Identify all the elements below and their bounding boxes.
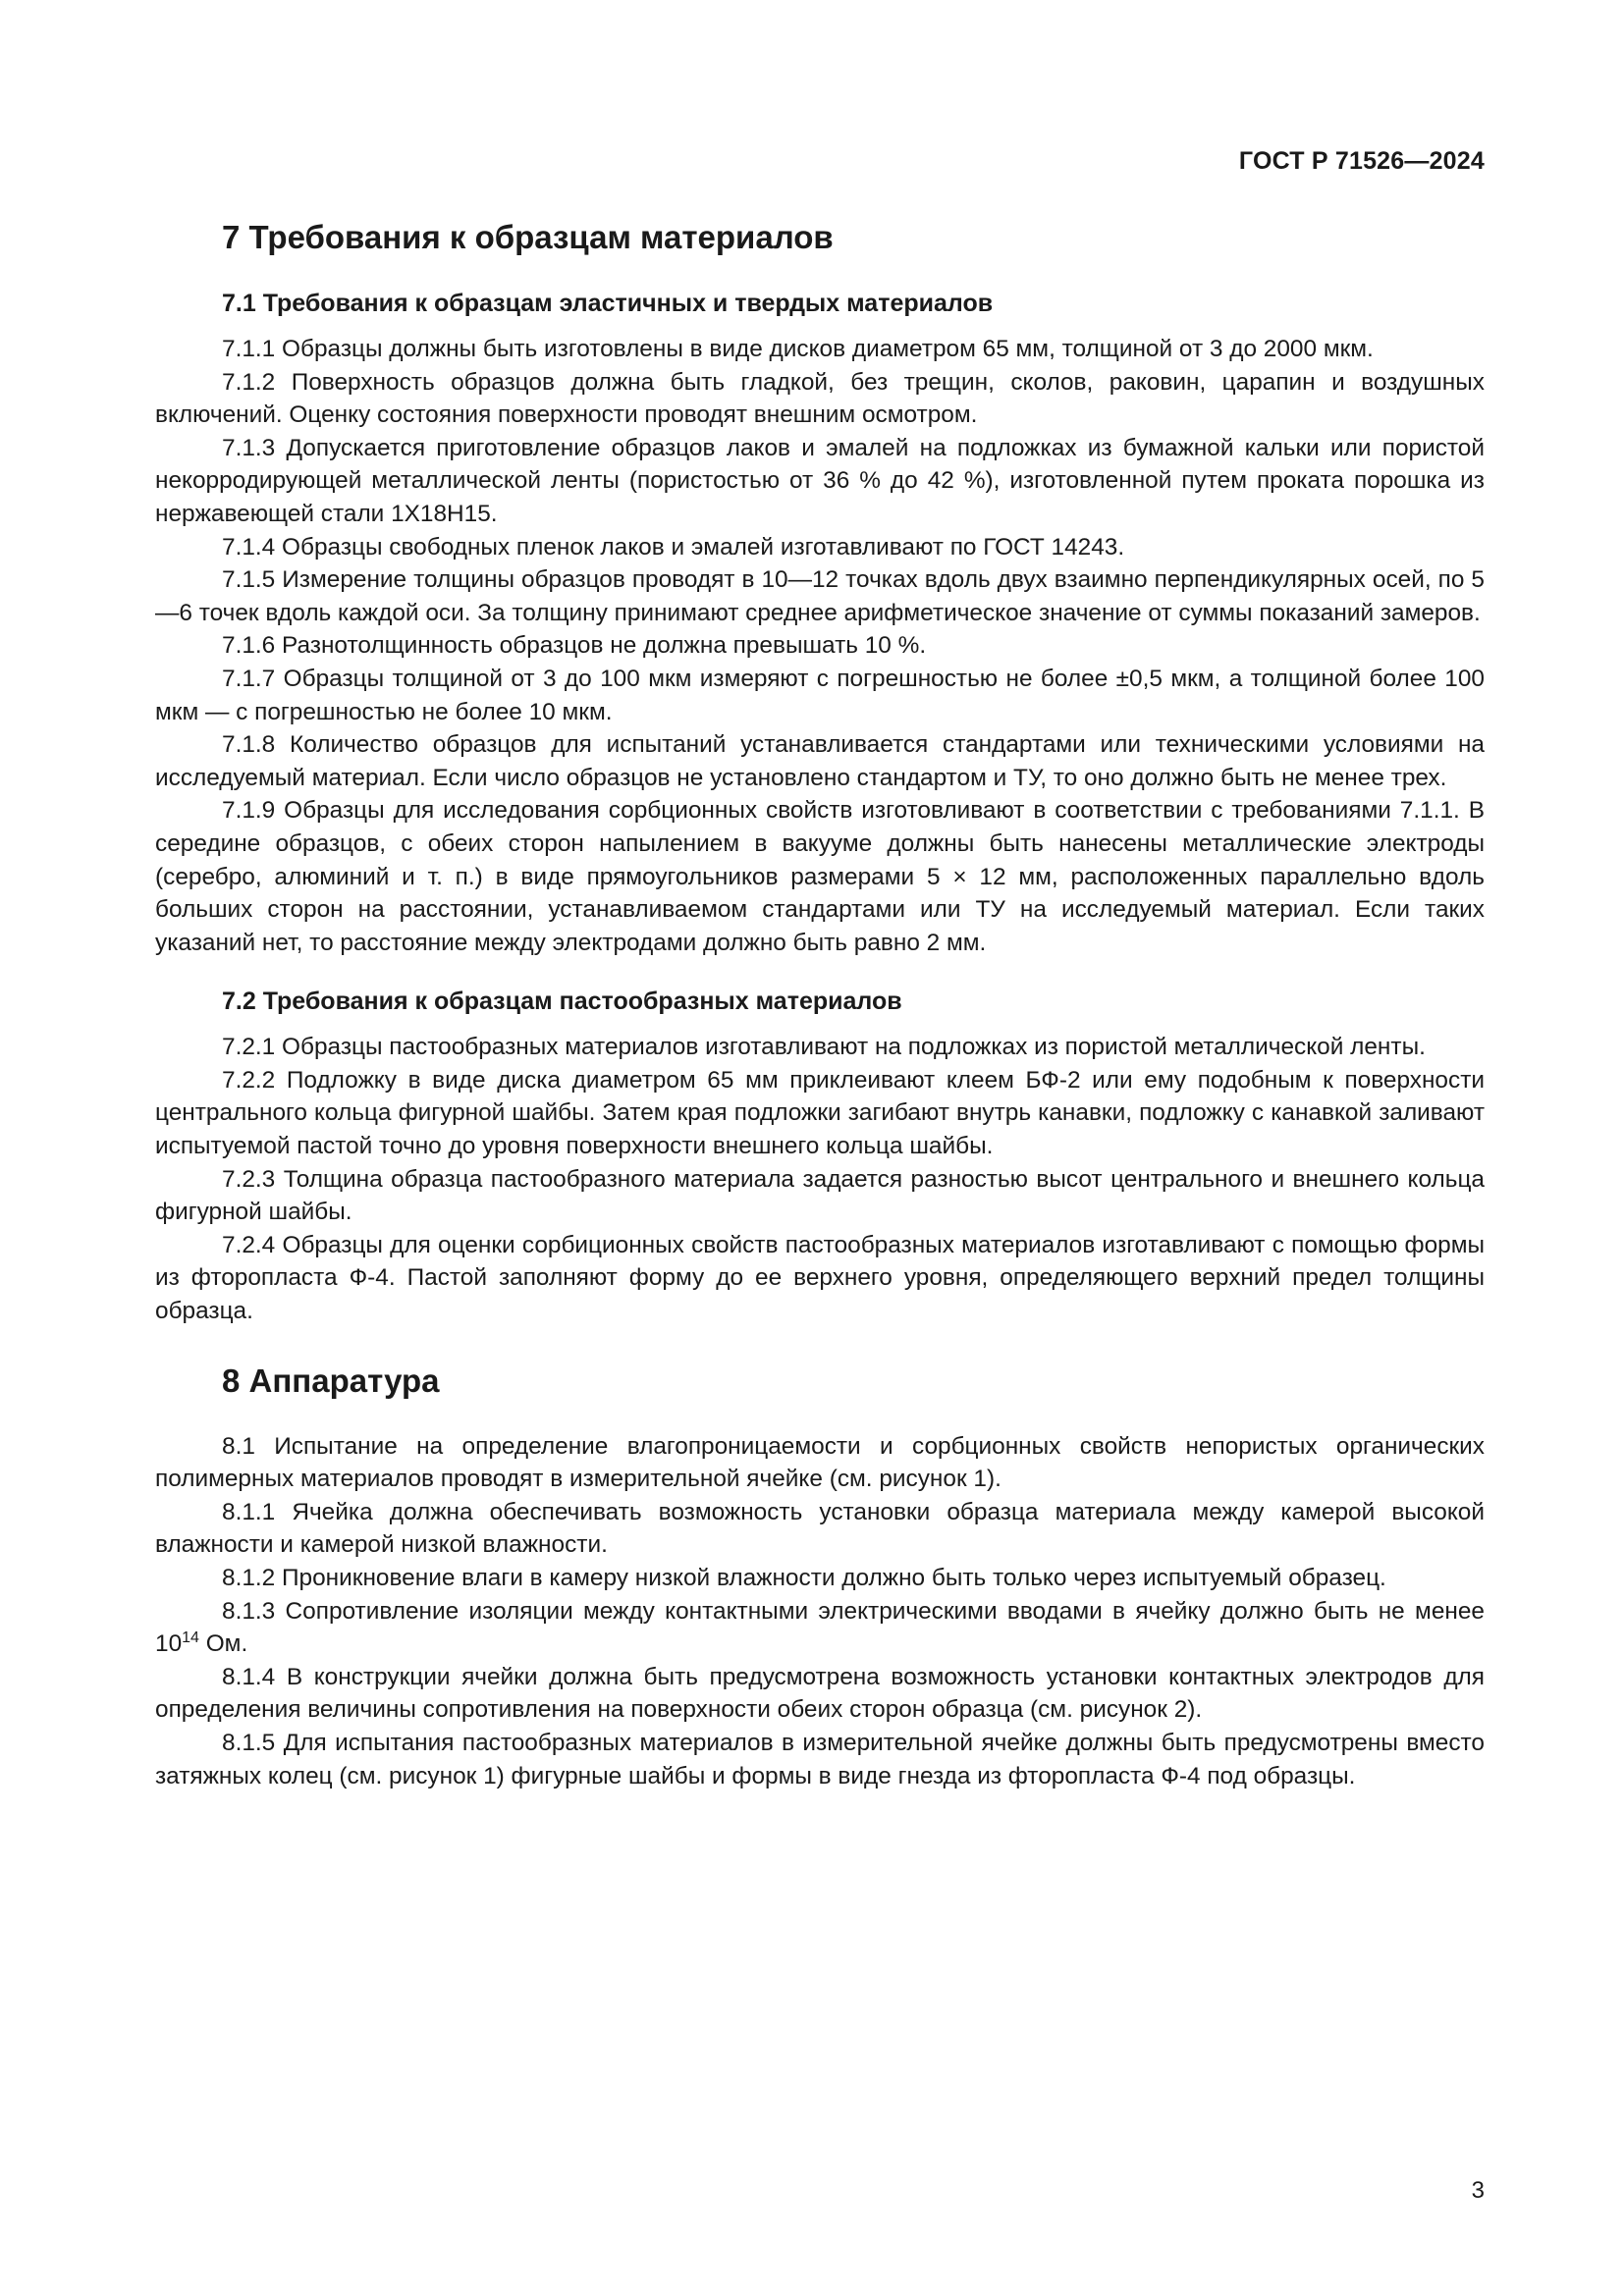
paragraph-8-1-3-text: 8.1.3 Сопротивление изоляции между контактными электрическими вводами в ячейку должно быть не менее 10 (155, 1597, 1485, 1658)
paragraph-7-1-6: 7.1.6 Разнотолщинность образцов не должна превышать 10 %. (222, 632, 927, 660)
unit-text: Ом. (198, 1630, 248, 1658)
paragraph-7-1-7: 7.1.7 Образцы толщиной от 3 до 100 мкм измеряют с погрешностью не более ±0,5 мкм, а толщиной более 100 мкм — с погрешностью не более 10 мкм. (155, 665, 1485, 725)
paragraph-7-1-3: 7.1.3 Допускается приготовление образцов лаков и эмалей на подложках из бумажной кальки или пористой некорродирующей металлической ленты (пористостью от 36 % до 42 %), изготовленной путем проката порошка из нержавеющей стали 1Х18Н15. (155, 434, 1485, 527)
document-code: ГОСТ Р 71526—2024 (1238, 147, 1485, 175)
paragraph-8-1-5: 8.1.5 Для испытания пастообразных материалов в измерительной ячейке должны быть предусмотрены вместо затяжных колец (см. рисунок 1) фигурные шайбы и формы в виде гнезда из фторопласта Ф-4 под образцы. (155, 1729, 1485, 1789)
paragraph-7-1-4: 7.1.4 Образцы свободных пленок лаков и эмалей изготавливают по ГОСТ 14243. (222, 533, 1125, 561)
section-spacer (155, 959, 1485, 985)
paragraph-7-2-1: 7.2.1 Образцы пастообразных материалов изготавливают на подложках из пористой металлической ленты. (222, 1034, 1426, 1061)
subsection-7-1-heading: 7.1 Требования к образцам эластичных и твердых материалов (222, 290, 994, 317)
paragraph-7-2-4: 7.2.4 Образцы для оценки сорбиционных свойств пастообразных материалов изготавливают с помощью формы из фторопласта Ф-4. Пастой заполняют форму до ее верхнего уровня, определяющего верхний предел толщины образца. (155, 1231, 1485, 1325)
paragraph-7-1-1: 7.1.1 Образцы должны быть изготовлены в виде дисков диаметром 65 мм, толщиной от 3 до 2000 мкм. (222, 336, 1374, 362)
page-content (155, 218, 1485, 1792)
paragraph-7-2-2: 7.2.2 Подложку в виде диска диаметром 65 мм приклеивают клеем БФ-2 или ему подобным к поверхности центрального кольца фигурной шайбы. Затем края подложки загибают внутрь канавки, подложку с канавкой заливают испытуемой пастой точно до уровня поверхности внешнего кольца шайбы. (155, 1066, 1485, 1160)
paragraph-7-1-9: 7.1.9 Образцы для исследования сорбционных свойств изготовливают в соответствии с требованиями 7.1.1. В середине образцов, с обеих сторон напылением в вакууме должны быть нанесены металлические электроды (серебро, алюминий и т. п.) в виде прямоугольников размерами 5 × 12 мм, расположенных параллельно вдоль больших сторон на расстоянии, устанавливаемом стандартами или ТУ на исследуемый материал. Если таких указаний нет, то расстояние между электродами должно быть равно 2 мм. (155, 797, 1485, 956)
section-7-heading: 7 Требования к образцам материалов (222, 219, 834, 255)
section-8-heading: 8 Аппаратура (222, 1362, 440, 1399)
paragraph-8-1-3 (155, 1595, 1485, 1661)
paragraph-7-1-2: 7.1.2 Поверхность образцов должна быть гладкой, без трещин, сколов, раковин, царапин и воздушных включений. Оценку состояния поверхности проводят внешним осмотром. (155, 368, 1485, 429)
paragraph-8-1-4: 8.1.4 В конструкции ячейки должна быть предусмотрена возможность установки контактных электродов для определения величины сопротивления на поверхности обеих сторон образца (см. рисунок 2). (155, 1663, 1485, 1724)
page-number: 3 (1471, 2177, 1485, 2204)
exponent: 14 (182, 1629, 199, 1647)
subsection-7-2-heading: 7.2 Требования к образцам пастообразных материалов (222, 988, 902, 1016)
paragraph-7-1-8: 7.1.8 Количество образцов для испытаний устанавливается стандартами или техническими условиями на исследуемый материал. Если число образцов не установлено стандартом и ТУ, то оно должно быть не менее трех. (155, 731, 1485, 791)
paragraph-8-1-2: 8.1.2 Проникновение влаги в камеру низкой влажности должно быть только через испытуемый образец. (222, 1565, 1386, 1591)
paragraph-8-1-1: 8.1.1 Ячейка должна обеспечивать возможность установки образца материала между камерой высокой влажности и камерой низкой влажности. (155, 1498, 1485, 1559)
paragraph-7-1-5: 7.1.5 Измерение толщины образцов проводят в 10—12 точках вдоль двух взаимно перпендикулярных осей, по 5—6 точек вдоль каждой оси. За толщину принимают среднее арифметическое значение от суммы показаний замеров. (155, 566, 1485, 626)
paragraph-8-1: 8.1 Испытание на определение влагопроницаемости и сорбционных свойств непористых органических полимерных материалов проводят в измерительной ячейке (см. рисунок 1). (155, 1432, 1485, 1493)
paragraph-7-2-3: 7.2.3 Толщина образца пастообразного материала задается разностью высот центрального и внешнего кольца фигурной шайбы. (155, 1165, 1485, 1226)
